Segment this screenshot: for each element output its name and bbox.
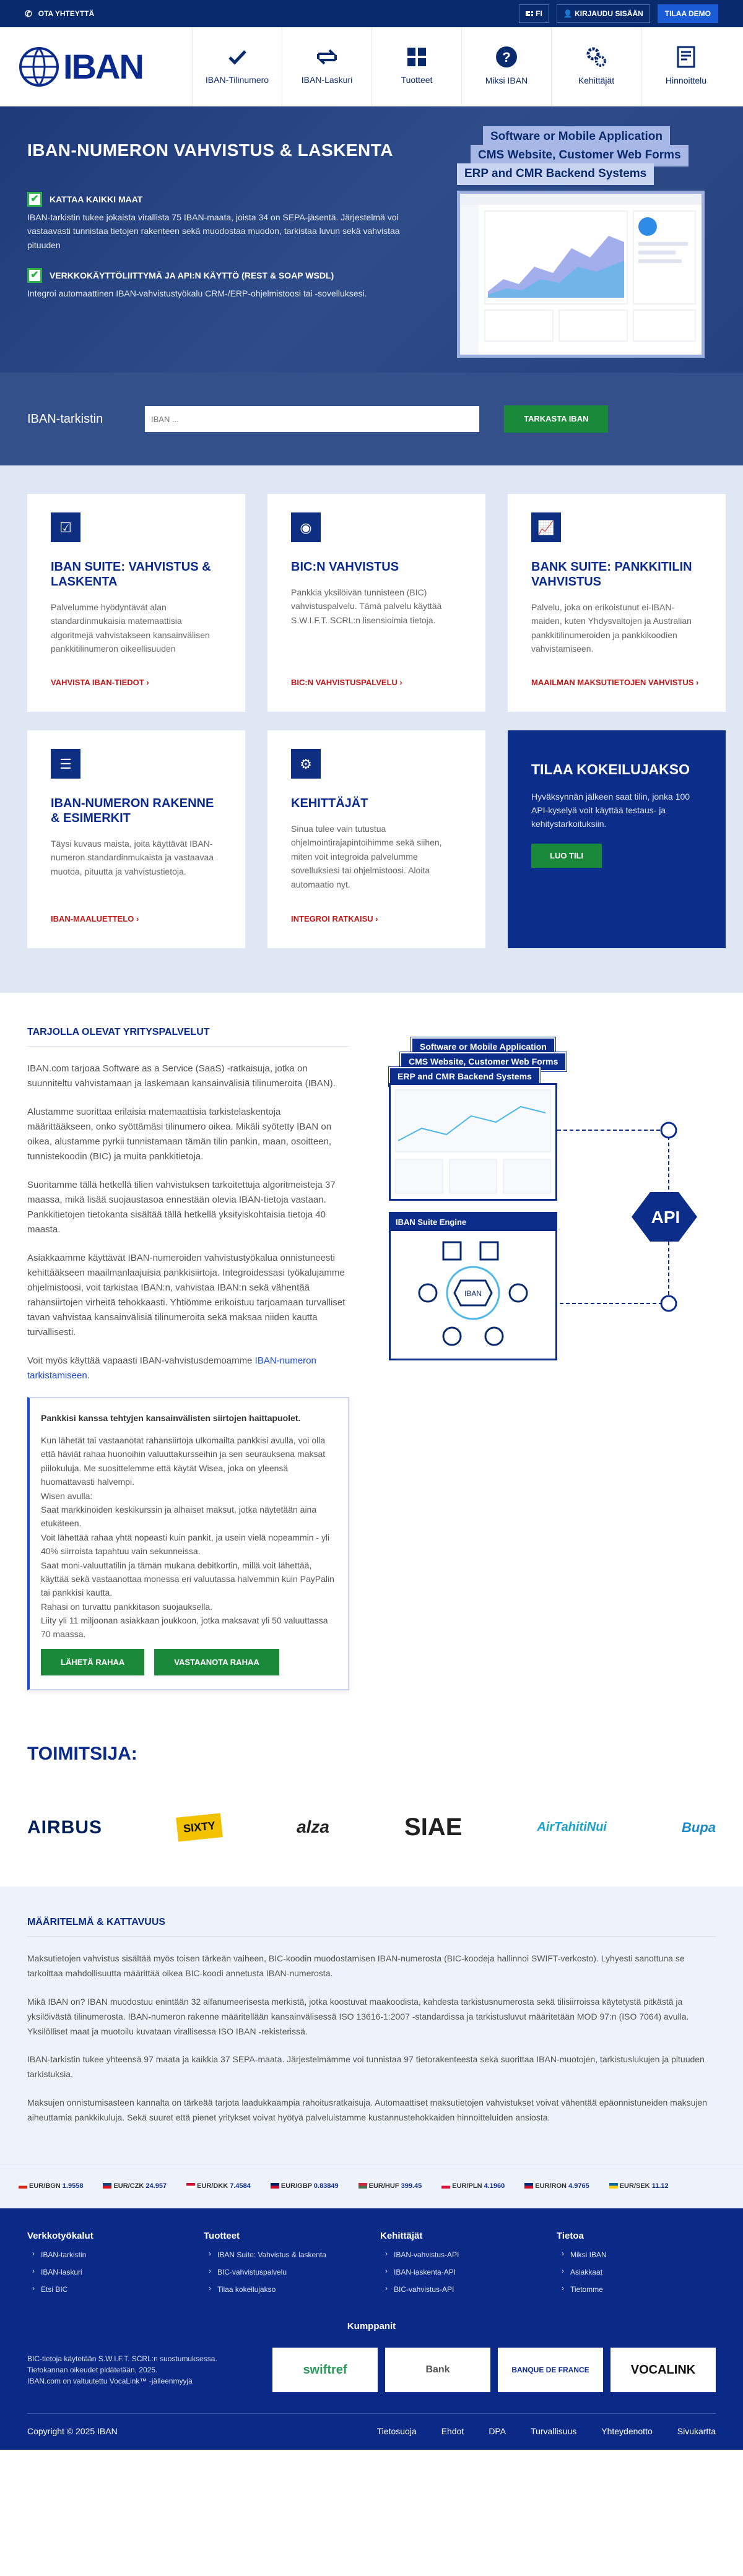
airtahitinui-logo: AirTahitiNui xyxy=(537,1820,607,1835)
siae-logo: SIAE xyxy=(404,1813,463,1841)
nav-label: Miksi IBAN xyxy=(485,76,528,85)
footer-link[interactable]: › IBAN-vahvistus-API xyxy=(380,2249,557,2260)
card-title: IBAN SUITE: VAHVISTUS & LASKENTA xyxy=(51,560,211,589)
create-account-button[interactable]: LUO TILI xyxy=(531,844,602,868)
card-title: TILAA KOKEILUJAKSO xyxy=(531,761,690,777)
flag-icon xyxy=(358,2183,367,2189)
card-text: Pankkia yksilöivän tunnisteen (BIC) vahvistuspalvelu. Tämä palvelu käyttää S.W.I.F.T. SCRL:n lisensioimia tietoja. xyxy=(291,587,442,625)
card-trial xyxy=(508,730,726,948)
swiftref-logo: swiftref xyxy=(272,2348,378,2392)
section-title: MÄÄRITELMÄ & KATTAVUUS xyxy=(27,1915,716,1937)
footer xyxy=(0,2208,743,2450)
nav-iban-tilinumero[interactable] xyxy=(192,27,282,106)
flag-icon xyxy=(19,2183,27,2189)
receive-money-button[interactable]: VASTAANOTA RAHAA xyxy=(154,1649,279,1676)
ticker-item: EUR/DKK 7.4584 xyxy=(186,2181,251,2192)
nav-tuotteet[interactable] xyxy=(372,27,461,106)
flag-icon xyxy=(103,2183,111,2189)
card-title: KEHITTÄJÄT xyxy=(291,797,368,810)
ticker-item: EUR/CZK 24.957 xyxy=(103,2181,167,2192)
footer-bottom-link[interactable]: DPA xyxy=(489,2426,506,2437)
logo-text: IBAN xyxy=(63,46,143,86)
list-icon: ☰ xyxy=(51,749,80,779)
card-text: Palvelu, joka on erikoistunut ei-IBAN-maiden, kuten Yhdysvaltojen ja Australian pankkitilinumeroiden ja pankkikoodien vahvistamiseen. xyxy=(531,602,692,654)
footer-link[interactable]: › Asiakkaat xyxy=(557,2267,718,2278)
nav-miksi-iban[interactable] xyxy=(461,27,551,106)
suppliers-title: TOIMITSIJA: xyxy=(27,1744,137,1765)
footer-bottom-link[interactable]: Sivukartta xyxy=(677,2426,716,2437)
footer-link[interactable]: › Etsi BIC xyxy=(27,2284,204,2295)
hero xyxy=(0,106,743,373)
ticker-item: EUR/BGN 1.9558 xyxy=(19,2181,83,2192)
card-iban-suite xyxy=(27,494,245,712)
card-link[interactable]: INTEGROI RATKAISU › xyxy=(291,914,378,923)
footer-link[interactable]: › Tilaa kokeilujakso xyxy=(204,2284,380,2295)
paragraph: IBAN.com tarjoaa Software as a Service (SaaS) -ratkaisuja, jotka on suunniteltu vahvistamaan ja laskemaan kansainvälisiä tilinumeroita (IBAN). xyxy=(27,1063,336,1089)
footer-column-title: Tuotteet xyxy=(204,2230,240,2241)
currency-ticker xyxy=(0,2164,743,2208)
feature-title: KATTAA KAIKKI MAAT xyxy=(50,194,143,204)
services-section xyxy=(0,993,743,1715)
paragraph: Maksutietojen vahvistus sisältää myös toisen tärkeän vaiheen, BIC-koodin muodostamisen IBAN-numerosta (BIC-koodeja hallinnoi SWIFT-verkosto). Lyhyesti sanottuna se tarkoittaa mahdollisuutta määrittää oikea BIC-koodi annetusta IBAN-numerosta. xyxy=(27,1953,685,1979)
language-label: FI xyxy=(536,9,542,18)
paragraph: Mikä IBAN on? IBAN muodostuu enintään 32 alfanumeerisesta merkistä, jotka koostuvat maakoodista, kahdesta tarkistusnumerosta sekä tilisiirroissa käytetystä pitkästä ja yksilöivästä tilinumerosta. IBAN-numeron rakenne määritellään kansainvälisessä ISO 13616-1:2007 -standardissa ja tarkistusluvut määritetään MOD 97:n (ISO 7064) avulla. Yksilölliset maat ja muotoilu kuvataan virallisessa ISO IBAN -rekisterissä. xyxy=(27,1996,689,2036)
nav-hinnoittelu[interactable] xyxy=(641,27,731,106)
demo-button[interactable]: TILAA DEMO xyxy=(658,4,718,23)
gears-icon xyxy=(585,46,607,68)
svg-text:IBAN: IBAN xyxy=(464,1289,482,1298)
contact-label: OTA YHTEYTTÄ xyxy=(38,9,95,18)
mock-tag: Software or Mobile Application xyxy=(483,126,670,148)
bank-logo: Bank xyxy=(385,2348,490,2392)
nav-kehittajat[interactable] xyxy=(551,27,641,106)
user-icon: 👤 xyxy=(563,9,573,18)
card-link[interactable]: VAHVISTA IBAN-TIEDOT › xyxy=(51,677,149,687)
card-link[interactable]: IBAN-MAALUETTELO › xyxy=(51,914,139,923)
notice-text: Kun lähetät tai vastaanotat rahansiirtoja ulkomailta pankkisi avulla, voi olla että häviät rahaa huonoihin valuuttakursseihin ja sen seurauksena maksat piilokuluja. Me suosittelemme että käytät Wisea, joka on yleensä huomattavasti halvempi. Wisen avulla: Saat markkinoiden keskikurssin ja alhaiset maksut, jotka näytetään aina etukäteen. Voit lähettää rahaa yhtä nopeasti kuin pankit, ja usein vielä nopeammin - yli 40% siirroista tapahtuu vain sekunneissa. Saat moni-valuuttatilin ja tämän mukana debitkortin, millä voit lähettää, käyttää sekä vastaanottaa monessa eri valuutassa halvemmin kuin PayPalin tai pankkisi kautta. Rahasi on turvattu pankkitason suojauksella. Liity yli 11 miljoonan asiakkaan joukkoon, jotka maksavat yli 50 valuuttassa 70 maassa. xyxy=(41,1435,334,1640)
architecture-diagram xyxy=(386,1037,702,1372)
paragraph: Asiakkaamme käyttävät IBAN-numeroiden vahvistustyökalua onnistuneesti kehittääkseen maailmanlaajuisia pankkisiirtoja. Integroidessasi työkalujamme ohjelmistoosi, voit tarkistaa IBAN:n, vahvistaa IBAN:n sekä vähentää rahansiirtojen virheitä tehokkaasti. Yhtiömme erikoistuu tarjoamaan turvalliset tavan vahvistaa kansainvälisiä tilinumeroita sekä maksaa niiden kautta turvallisesti. xyxy=(27,1253,345,1338)
card-link[interactable]: BIC:N VAHVISTUSPALVELU › xyxy=(291,677,402,687)
paragraph: IBAN-tarkistin tukee yhteensä 97 maata ja kaikkia 37 SEPA-maata. Järjestelmämme voi tunnistaa 97 tietorakenteesta sekä suorittaa IBAN-muotojen, tarkistuslukujen ja pituuden tarkistuksia. xyxy=(27,2054,705,2080)
copyright: Copyright © 2025 IBAN xyxy=(27,2426,118,2437)
language-selector[interactable] xyxy=(519,4,549,23)
dashboard-illustration xyxy=(457,126,705,361)
gears-icon: ⚙ xyxy=(291,749,321,779)
nav-label: IBAN-Laskuri xyxy=(301,75,353,85)
ticker-item: EUR/GBP 0.83849 xyxy=(271,2181,339,2192)
contact-link[interactable] xyxy=(25,7,94,20)
card-text: Palvelumme hyödyntävät alan standardinmukaisia matemaattisia algoritmejä vahvistakseen kansainvälisen pankkitilinumeron oikeellisuuden xyxy=(51,602,210,654)
swap-icon xyxy=(316,46,338,67)
diagram-tag: ERP and CMR Backend Systems xyxy=(389,1067,541,1086)
flag-icon xyxy=(609,2183,618,2189)
card-title: BIC:N VAHVISTUS xyxy=(291,560,399,574)
footer-column xyxy=(380,2229,557,2302)
nav-label: Tuotteet xyxy=(401,75,433,85)
iban-logo[interactable] xyxy=(17,41,143,93)
ticker-item: EUR/SEK 11.12 xyxy=(609,2181,669,2192)
diagram-tag: Software or Mobile Application xyxy=(411,1037,555,1057)
feature-text: Integroi automaattinen IBAN-vahvistustyökalu CRM-/ERP-ohjelmistoosi tai -sovelluksesi. xyxy=(27,288,367,299)
flag-icon xyxy=(441,2183,450,2189)
footer-link[interactable]: › IBAN-laskuri xyxy=(27,2267,204,2278)
footer-column xyxy=(557,2229,718,2302)
send-money-button[interactable]: LÄHETÄ RAHAA xyxy=(41,1649,144,1676)
sixt-logo: SIXTY xyxy=(176,1813,223,1841)
footer-column-title: Verkkotyökalut xyxy=(27,2230,93,2241)
nav-iban-laskuri[interactable] xyxy=(282,27,372,106)
nav-label: Kehittäjät xyxy=(578,76,615,85)
paragraph: Alustamme suorittaa erilaisia matemaattisia tarkistelaskentoja määrittääkseen, onko syöttämäsi tilinumero oikea. Mikäli syötetty IBAN on oikea, alustamme pyrkii tunnistamaan tämän tilin pankin, maan, osoitteen, tunnistekoodin (BIC) ja muita pankkitietoja. xyxy=(27,1107,332,1162)
flag-icon xyxy=(526,11,533,16)
notice-title: Pankkisi kanssa tehtyjen kansainvälisten siirtojen haittapuolet. xyxy=(41,1413,301,1423)
card-title: IBAN-NUMERON RAKENNE & ESIMERKIT xyxy=(51,797,214,825)
top-bar xyxy=(0,0,743,27)
footer-link[interactable]: › BIC-vahvistuspalvelu xyxy=(204,2267,380,2278)
card-bic xyxy=(267,494,485,712)
ticker-item: EUR/HUF 399.45 xyxy=(358,2181,422,2192)
footer-link[interactable]: › IBAN-laskenta-API xyxy=(380,2267,557,2278)
engine-icons xyxy=(391,1231,555,1361)
footer-link[interactable]: › Tietomme xyxy=(557,2284,718,2295)
airbus-logo: AIRBUS xyxy=(27,1817,103,1838)
card-text: Täysi kuvaus maista, joita käyttävät IBAN-numeron standardinmukaista ja vastaavaa muotoa, pituutta ja vahvistustietoja. xyxy=(51,839,214,876)
mock-tag: CMS Website, Customer Web Forms xyxy=(471,145,689,166)
grid-icon xyxy=(406,46,427,67)
dashboard-screenshot xyxy=(457,191,705,358)
footer-bottom-link[interactable]: Ehdot xyxy=(441,2426,464,2437)
iban-check-link[interactable]: IBAN-numeron tarkistamiseen xyxy=(27,1355,316,1381)
definitions-section xyxy=(0,1887,743,2163)
card-text: Sinua tulee vain tutustua ohjelmointirajapintoihimme sekä siihen, miten voit integroida palvelumme sovelluksiesi tai ohjelmistoosi. Aloita automaatio nyt. xyxy=(291,824,442,889)
ticker-item: EUR/RON 4.9765 xyxy=(524,2181,589,2192)
footer-bottom-link[interactable]: Yhteydenotto xyxy=(601,2426,653,2437)
nav-label: Hinnoittelu xyxy=(665,76,707,85)
partners-title: Kumppanit xyxy=(347,2321,396,2332)
footer-column-title: Kehittäjät xyxy=(380,2230,423,2241)
suppliers-section xyxy=(0,1715,743,1887)
nav-label: IBAN-Tilinumero xyxy=(205,75,269,85)
iban-check-bar xyxy=(0,373,743,465)
globe-icon: ◉ xyxy=(291,512,321,542)
footer-link[interactable]: › IBAN-tarkistin xyxy=(27,2249,204,2260)
bupa-logo: Bupa xyxy=(682,1819,716,1835)
search-label: IBAN-tarkistin xyxy=(27,412,103,426)
card-structure xyxy=(27,730,245,948)
section-title: TARJOLLA OLEVAT YRITYSPALVELUT xyxy=(27,1025,349,1047)
feature-title: VERKKOKÄYTTÖLIITTYMÄ JA API:N KÄYTTÖ (REST & SOAP WSDL) xyxy=(50,270,334,280)
diagram-tag: CMS Website, Customer Web Forms xyxy=(400,1052,567,1071)
flag-icon xyxy=(524,2183,533,2189)
footer-column xyxy=(204,2229,380,2302)
vocalink-logo: VOCALINK xyxy=(610,2348,716,2392)
invoice-icon xyxy=(677,46,695,68)
paragraph: Maksujen onnistumisasteen kannalta on tärkeää tarjota laadukkaampia rahoitusratkaisuja. Automaattiset maksutietojen vahvistukset voivat vähentää epäonnistuneiden maksujen aiheuttamia pankkikuluja. Sekä suuret että pienet yritykset voivat hyötyä palveluistamme kustannustehokkaiden hinnoitteluiden ansiosta. xyxy=(27,2097,708,2122)
api-label: API xyxy=(651,1208,680,1227)
checkmark-icon: ✔ xyxy=(27,268,42,283)
globe-logo-icon xyxy=(17,45,61,89)
footer-link[interactable]: › IBAN Suite: Vahvistus & laskenta xyxy=(204,2249,380,2260)
footer-column xyxy=(27,2229,204,2302)
card-bank-suite xyxy=(508,494,726,712)
chart-icon: 📈 xyxy=(531,512,561,542)
product-cards xyxy=(0,465,743,993)
engine-title: IBAN Suite Engine xyxy=(391,1214,555,1231)
card-link[interactable]: MAAILMAN MAKSUTIETOJEN VAHVISTUS › xyxy=(531,677,699,687)
mock-tag: ERP and CMR Backend Systems xyxy=(457,163,654,185)
login-label: KIRJAUDU SISÄÄN xyxy=(575,9,643,18)
checkmark-icon: ✔ xyxy=(27,192,42,207)
phone-icon: ✆ xyxy=(25,8,32,19)
footer-bottom-link[interactable]: Tietosuoja xyxy=(376,2426,417,2437)
main-navigation xyxy=(0,27,743,106)
paragraph: Voit myös käyttää vapaasti IBAN-vahvistusdemoamme IBAN-numeron tarkistamiseen. xyxy=(27,1355,316,1381)
feature-text: IBAN-tarkistin tukee jokaista virallista 75 IBAN-maata, joista 34 on SEPA-jäsentä. Järjestelmä voi vastaavasti tunnistaa tietojen rakenteen sekä muodostaa muodon, tarkistaa luvun sekä vahvistaa pituuden xyxy=(27,212,400,250)
flag-icon xyxy=(186,2183,195,2189)
alza-logo: alza xyxy=(297,1817,329,1837)
iban-input[interactable] xyxy=(145,406,479,432)
question-icon xyxy=(495,46,518,68)
footer-link[interactable]: › Miksi IBAN xyxy=(557,2249,718,2260)
footer-link[interactable]: › BIC-vahvistus-API xyxy=(380,2284,557,2295)
checkbox-icon: ☑ xyxy=(51,512,80,542)
engine-box xyxy=(389,1212,557,1360)
wise-notice xyxy=(27,1397,349,1690)
hero-title: IBAN-NUMERON VAHVISTUS & LASKENTA xyxy=(27,140,394,160)
banque-de-france-logo: BANQUE DE FRANCE xyxy=(498,2348,603,2392)
card-text: Hyväksynnän jälkeen saat tilin, jonka 100 API-kyselyä voit käyttää testaus- ja kehitystarkoituksiin. xyxy=(531,791,690,829)
footer-column-title: Tietoa xyxy=(557,2230,584,2241)
login-button[interactable] xyxy=(557,4,650,23)
ticker-item: EUR/PLN 4.1960 xyxy=(441,2181,505,2192)
check-iban-button[interactable]: TARKASTA IBAN xyxy=(504,405,608,433)
partners-note: BIC-tietoja käytetään S.W.I.F.T. SCRL:n suostumuksessa. Tietokannan oikeudet pidätetään, 2025. IBAN.com on valtuutettu VocaLink™ -jälleenmyyjä xyxy=(27,2354,217,2385)
paragraph: Suoritamme tällä hetkellä tilien vahvistuksen tarkoitettuja algoritmeisteja 37 maassa, mikä lisää suojaustasoa ennestään olevia IBAN-tietoja vastaan. Pankkitietojen tietokanta sisältää tällä hetkellä yksityiskohtaisia tietoja 40 maasta. xyxy=(27,1180,336,1235)
svg-text:?: ? xyxy=(502,50,511,65)
flag-icon xyxy=(271,2183,279,2189)
dashboard-screenshot xyxy=(389,1083,557,1201)
footer-bottom-link[interactable]: Turvallisuus xyxy=(531,2426,577,2437)
check-icon xyxy=(227,46,248,67)
card-title: BANK SUITE: PANKKITILIN VAHVISTUS xyxy=(531,560,692,589)
card-developers xyxy=(267,730,485,948)
